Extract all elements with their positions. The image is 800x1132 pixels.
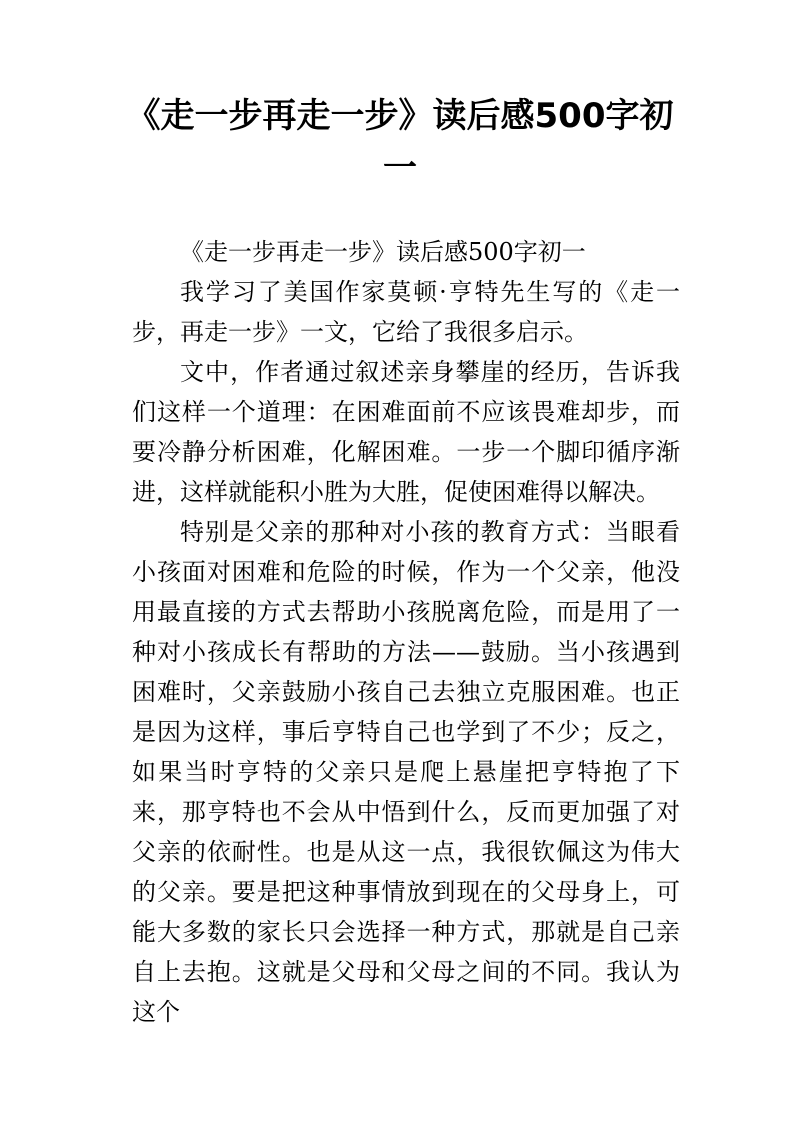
paragraph-father: 特别是父亲的那种对小孩的教育方式：当眼看小孩面对困难和危险的时候，作为一个父亲，他没用最直接的方式去帮助小孩脱离危险，而是用了一种对小孩成长有帮助的方法——鼓励。当小孩遇到困难时，父亲鼓励小孩自己去独立克服困难。也正是因为这样，事后亨特自己也学到了不少；反之，如果当时亨特的父亲只是爬上悬崖把亨特抱了下来，那亨特也不会从中悟到什么，反而更加强了对父亲的依耐性。也是从这一点，我很钦佩这为伟大的父亲。要是把这种事情放到现在的父母身上，可能大多数的家长只会选择一种方式，那就是自己亲自上去抱。这就是父母和父母之间的不同。我认为这个 bbox=[132, 518, 680, 1026]
subtitle-paragraph: 《走一步再走一步》读后感500字初一 bbox=[180, 238, 586, 266]
paragraph-intro: 我学习了美国作家莫顿·亨特先生写的《走一步，再走一步》一文，它给了我很多启示。 bbox=[132, 278, 680, 346]
document-title: 《走一步再走一步》读后感500字初一 bbox=[126, 96, 674, 188]
paragraph-summary: 文中，作者通过叙述亲身攀崖的经历，告诉我们这样一个道理：在困难面前不应该畏难却步，而要冷静分析困难，化解困难。一步一个脚印循序渐进，这样就能积小胜为大胜，促使困难得以解决。 bbox=[132, 358, 680, 506]
document-body bbox=[132, 232, 680, 1032]
